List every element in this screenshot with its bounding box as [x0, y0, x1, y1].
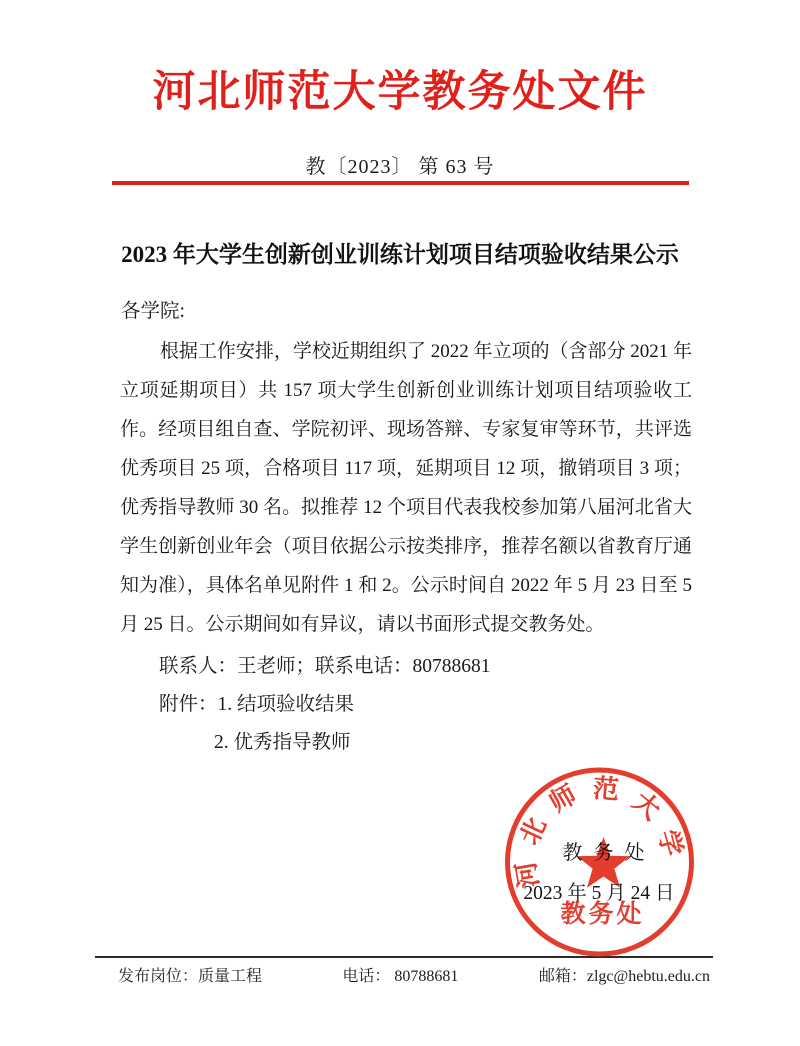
seal-bottom-text: 教务处 [560, 901, 645, 928]
seal-arc-char: 师 [544, 779, 582, 818]
document-title: 2023 年大学生创新创业训练计划项目结项验收结果公示 [121, 242, 679, 267]
body-paragraph: 根据工作安排，学校近期组织了 2022 年立项的（含部分 2021 年立项延期项目）共 157 项大学生创新创业训练计划项目结项验收工作。经项目组自查、学院初评、现场答辩、专家复审等环节，共评选优秀项目 25 项，合格项目 117 项，延期项目 12 项，撤销项目 3 项；优秀指导教师 30 名。拟推荐 12 个项目代表我校参加第八届河北省大学生创新创业年会（项目依据公示按类排序，推荐名额以省教育厅通知为准），具体名单见附件 1 和 2。公示时间自 2022 年 5 月 23 日至 5 月 25 日。公示期间如有异议，请以书面形式提交教务处。 [120, 341, 692, 635]
seal-arc-char: 河 [511, 859, 545, 891]
signature-department: 教 务 处 [562, 842, 648, 864]
document-header-title: 河北师范大学教务处文件 [152, 69, 648, 116]
attachment-line-1 [159, 688, 354, 716]
attachment-line-2 [214, 726, 351, 754]
seal-arc-char: 范 [591, 773, 621, 805]
footer-email: 邮箱：zlgc@hebtu.edu.cn [538, 968, 710, 985]
footer [118, 963, 710, 986]
seal-arc-char: 北 [514, 813, 552, 850]
attachments-label: 附件： [159, 694, 218, 715]
red-divider-rule [112, 181, 689, 185]
salutation: 各学院: [121, 301, 185, 322]
seal-arc-char: 学 [652, 826, 688, 860]
attachment-item-1: 1. 结项验收结果 [217, 694, 355, 715]
footer-phone: 电话： 80788681 [342, 968, 459, 985]
document-number: 教〔2023〕 第 63 号 [305, 156, 495, 178]
contact-line: 联系人：王老师；联系电话：80788681 [159, 656, 491, 677]
footer-post: 发布岗位：质量工程 [118, 968, 263, 985]
signature-date: 2023 年 5 月 24 日 [523, 883, 675, 904]
attachment-item-2: 2. 优秀指导教师 [214, 732, 351, 753]
seal-arc-char: 大 [627, 786, 666, 826]
